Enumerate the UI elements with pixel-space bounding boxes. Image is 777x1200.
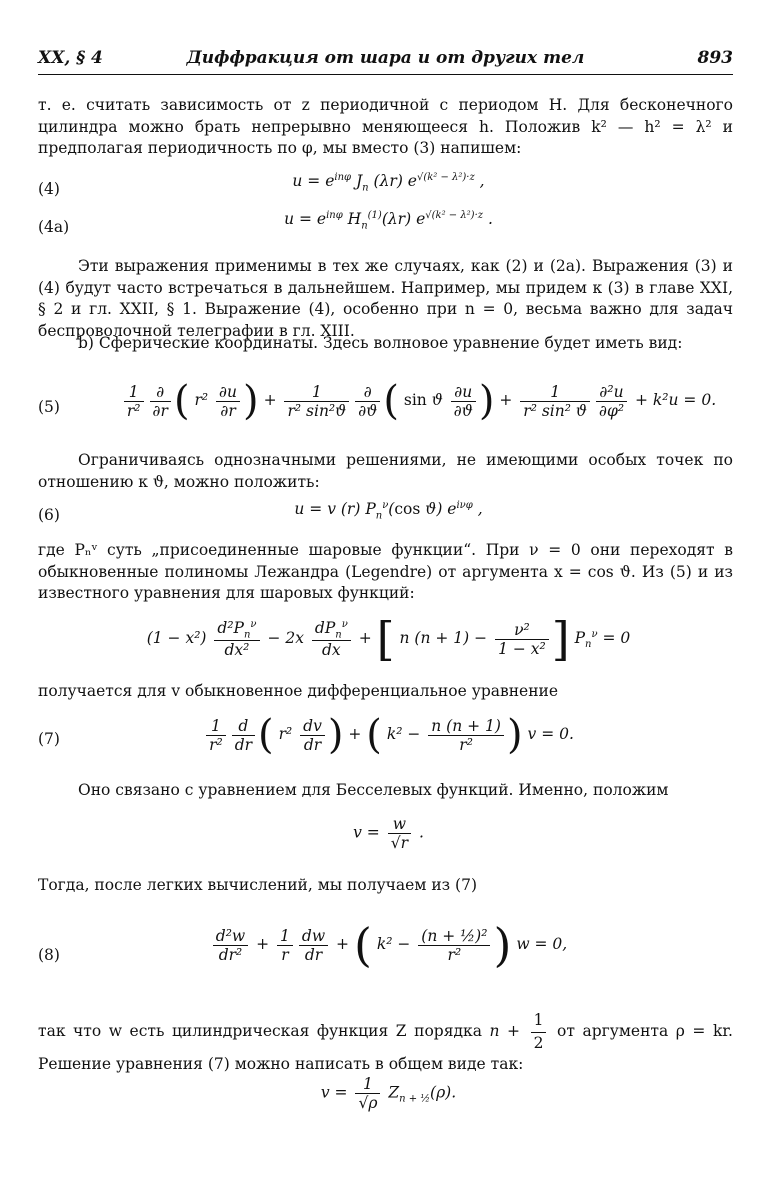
paragraph-1: т. е. считать зависимость от z периодичной с периодом H. Для бесконечного цилиндра можно брать непрерывно меняющееся h. Положив k² — h² = λ² и предполагая периодичность по φ, мы вместо (3) напишем: <box>38 96 733 157</box>
running-header <box>38 48 733 74</box>
equation-number-5: (5) <box>38 398 60 416</box>
section-ref: XX, § 4 <box>38 48 103 68</box>
equation-4: $u = e^{in\varphi}$ $J_n$ (λr) $e^{√(k^2 - \lambda^2)\cdot z}$ , <box>292 172 485 194</box>
paragraph-2: Эти выражения применимы в тех же случаях, как (2) и (2a). Выражения (3) и (4) будут часто встречаться в дальнейшем. Например, мы придем к (3) в главе XXI, § 2 и гл. XXII, § 1. Выражение (4), особенно при n = 0, весьма важно для задач беспроволочной телеграфии в гл. XIII. <box>38 257 733 340</box>
legendre-equation: (1 − x²) $\frac{d^2P_n^\nu}{\text{dx²}}$ − 2x $\frac{dP_n^\nu}{dx}$ + [ n (n + 1) − $\frac{\text{ν²}}{\text{1 − x²}}$ ] $P_n^\nu = 0$ <box>146 612 631 666</box>
equation-number-4a: (4a) <box>38 218 70 236</box>
paragraph-8: Тогда, после легких вычислений, мы получаем из (7) <box>38 876 477 894</box>
substitution-equation: v = $\frac{w}{√r}$ . <box>353 815 424 852</box>
page-number: 893 <box>697 48 733 68</box>
paragraph-5: где Pₙᵛ суть „присоединенные шаровые функции“. При ν = 0 они переходят в обыкновенные полиномы Лежандра (Legendre) от аргумента x = cos ϑ. Из (5) и из известного уравнения для шаровых функций: <box>38 541 733 602</box>
equation-6: u = v (r) $P_n^\nu(\cos$ ϑ) $e^{i\nu\varphi}$ , <box>294 500 483 522</box>
equation-7: $\frac{1}{\text{r²}}$ $\frac{d}{dr}$ ( r² $\frac{dv}{dr}$ ) + ( k² − $\frac{n (n + 1)}{\text{r²}}$ ) v = 0. <box>0 712 777 758</box>
equation-number-6: (6) <box>38 506 60 524</box>
equation-4a: $u = e^{in\varphi}$ $H_n^{(1)}(\lambda r)$ $e^{√(k^2 - \lambda^2)\cdot z}$ . <box>284 210 493 232</box>
equation-number-4: (4) <box>38 180 60 198</box>
paragraph-9: так что w есть цилиндрическая функция Z порядка n + $\frac{1}{2}$ от аргумента ρ = kr. Решение уравнения (7) можно написать в общем виде так: <box>38 1011 733 1073</box>
paragraph-7: Оно связано с уравнением для Бесселевых функций. Именно, положим <box>78 781 669 799</box>
solution-equation: v = $\frac{1}{√\rho}$ $Z_{n + \frac{1}{2}}(\rho)$. <box>320 1075 457 1112</box>
paragraph-6: получается для v обыкновенное дифференциальное уравнение <box>38 682 559 700</box>
chapter-title: Диффракция от шара и от других тел <box>186 48 585 68</box>
paragraph-9-start: так что w есть цилиндрическая функция Z порядка <box>38 1022 482 1040</box>
equation-8: $\frac{\text{d²w}}{\text{dr²}}$ + $\frac{1}{r}$ $\frac{dw}{dr}$ + ( k² − $\frac{\text{(n + ½)²}}{\text{r²}}$ ) w = 0, <box>0 918 777 972</box>
equation-number-7: (7) <box>38 730 60 748</box>
header-rule <box>38 74 733 75</box>
paragraph-9-end: от аргумента ρ = kr. Решение уравнения (7) можно написать в общем виде так: <box>38 1022 733 1073</box>
paragraph-4: Ограничиваясь однозначными решениями, не имеющими особых точек по отношению к ϑ, можно положить: <box>38 451 733 491</box>
equation-number-8: (8) <box>38 946 60 964</box>
equation-5: $\frac{1}{\text{r²}}$ $\frac{\partial}{\partial r}$ ( r² $\frac{\partial u}{\partial r}$ ) + $\frac{1}{\text{r² sin²ϑ}}$ $\frac{\partial}{\partial ϑ}$ ( sin ϑ $\frac{\partial u}{\partial ϑ}$ ) + $\frac{1}{\text{r² sin² ϑ}}$ $\frac{\text{∂²u}}{\text{∂φ²}}$ + k²u = 0. <box>60 378 777 424</box>
paragraph-3: b) Сферические координаты. Здесь волновое уравнение будет иметь вид: <box>78 334 683 352</box>
